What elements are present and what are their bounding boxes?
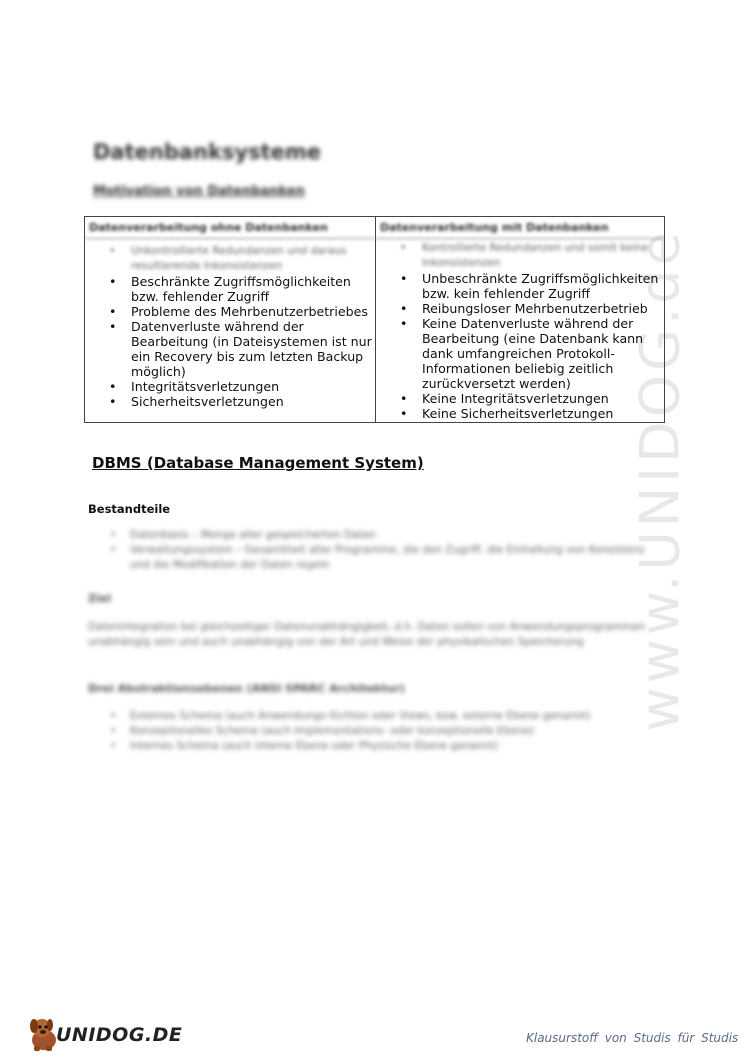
list-item: • Reibungsloser Mehrbenutzerbetrieb bbox=[422, 301, 664, 316]
list-item: • Sicherheitsverletzungen bbox=[131, 394, 375, 409]
list-item: • Internes Schema (auch interne Ebene oder Physische Ebene genannt) bbox=[130, 739, 630, 754]
bestandteile-heading: Bestandteile bbox=[88, 502, 171, 516]
list-item: • Unbeschränkte Zugriffsmöglichkeiten bzw. kein fehlender Zugriff bbox=[422, 271, 664, 301]
footer-slogan: Klausurstoff von Studis für Studis bbox=[526, 1031, 739, 1045]
bestandteile-list bbox=[130, 528, 650, 573]
table-header-with-db: Datenverarbeitung mit Datenbanken bbox=[376, 217, 664, 239]
comparison-table bbox=[84, 216, 665, 423]
list-item: • Konzeptionelles Schema (auch Implementations- oder konzeptionelle Ebene) bbox=[130, 724, 630, 739]
list-item: • Keine Sicherheitsverletzungen bbox=[422, 406, 664, 421]
without-db-list bbox=[85, 244, 375, 409]
list-item: • Unkontrollierte Redundanzen und daraus resultierende Inkonsistenzen bbox=[131, 244, 375, 274]
list-item: • Keine Datenverluste während der Bearbeitung (eine Datenbank kann dank umfangreichen Protokoll-Informationen beliebig zeitlich zurückversetzt werden) bbox=[422, 316, 664, 391]
list-item: • Probleme des Mehrbenutzerbetriebes bbox=[131, 304, 375, 319]
abstraction-levels-heading: Drei Abstraktionsebenen (ANSI SPARC Architektur) bbox=[88, 682, 405, 695]
section-subtitle: Motivation von Datenbanken bbox=[93, 184, 305, 199]
abstraction-levels-list bbox=[130, 709, 630, 754]
list-item: • Keine Integritätsverletzungen bbox=[422, 391, 664, 406]
with-db-list bbox=[376, 241, 664, 421]
list-item: • Datenverluste während der Bearbeitung (in Dateisystemen ist nur ein Recovery bis zum letzten Backup möglich) bbox=[131, 319, 375, 379]
ziel-paragraph: Datenintegration bei gleichzeitiger Datenunabhängigkeit, d.h. Daten sollen von Anwendungsprogrammen unabhängig sein und auch unabhängig von der Art und Weise der physikalischen Speicherung bbox=[88, 621, 646, 648]
list-item: • Kontrollierte Redundanzen und somit keine Inkonsistenzen bbox=[422, 241, 664, 271]
list-item: • Externes Schema (auch Anwendungs-Sichten oder Views, bzw. externe Ebene genannt) bbox=[130, 709, 630, 724]
list-item: • Beschränkte Zugriffsmöglichkeiten bzw. fehlender Zugriff bbox=[131, 274, 375, 304]
list-item: • Verwaltungssystem – Gesamtheit aller Programme, die den Zugriff, die Einhaltung von Konsistenz und die Modifikation der Daten regeln bbox=[130, 543, 650, 573]
list-item: • Integritätsverletzungen bbox=[131, 379, 375, 394]
list-item: • Datenbasis – Menge aller gespeicherten Daten bbox=[130, 528, 650, 543]
page-title: Datenbanksysteme bbox=[93, 140, 322, 164]
watermark: www.UNIDOG.de bbox=[628, 228, 692, 732]
dbms-heading: DBMS (Database Management System) bbox=[92, 454, 424, 472]
table-column-without-db bbox=[85, 217, 376, 422]
table-column-with-db bbox=[376, 217, 664, 422]
logo-text[interactable]: UNIDOG.DE bbox=[56, 1024, 183, 1046]
ziel-heading: Ziel bbox=[88, 592, 111, 605]
table-header-without-db: Datenverarbeitung ohne Datenbanken bbox=[85, 217, 375, 239]
